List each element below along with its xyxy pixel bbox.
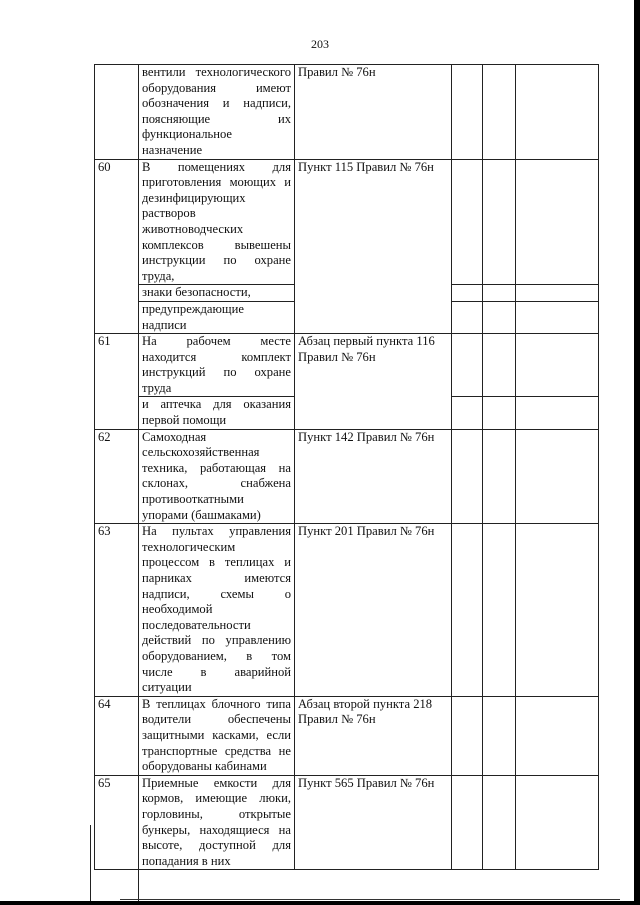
answer-no-cell[interactable] [483, 285, 516, 302]
requirement-text: В теплицах блочного типа водители обеспечены защитными касками, если транспортные средства не оборудованы кабинами [139, 696, 295, 775]
scan-border-line [90, 825, 91, 905]
scan-edge [634, 0, 640, 905]
note-cell[interactable] [516, 301, 599, 333]
note-cell[interactable] [516, 775, 599, 870]
answer-no-cell[interactable] [483, 429, 516, 524]
answer-no-cell[interactable] [483, 334, 516, 397]
legal-reference: Пункт 115 Правил № 76н [295, 159, 452, 334]
table-row [95, 65, 599, 160]
answer-yes-cell[interactable] [452, 696, 483, 775]
table-row [95, 159, 599, 285]
item-number: 65 [95, 775, 139, 870]
item-number: 64 [95, 696, 139, 775]
item-number: 63 [95, 524, 139, 697]
requirement-text: В помещениях для приготовления моющих и дезинфицирующих растворов животноводческих комплексов вывешены инструкции по охране труда, [139, 159, 295, 285]
table-row [95, 696, 599, 775]
page-number: 203 [311, 37, 329, 51]
answer-yes-cell[interactable] [452, 65, 483, 160]
answer-yes-cell[interactable] [452, 775, 483, 870]
answer-yes-cell[interactable] [452, 301, 483, 333]
answer-yes-cell[interactable] [452, 397, 483, 429]
checklist-table [94, 64, 599, 870]
legal-reference: Абзац второй пункта 218 Правил № 76н [295, 696, 452, 775]
note-cell[interactable] [516, 285, 599, 302]
note-cell[interactable] [516, 159, 599, 285]
answer-yes-cell[interactable] [452, 334, 483, 397]
requirement-text: и аптечка для оказания первой помощи [139, 397, 295, 429]
requirement-text: вентили технологического оборудования имеют обозначения и надписи, поясняющие их функциональное назначение [139, 65, 295, 160]
scan-edge [0, 901, 640, 905]
answer-no-cell[interactable] [483, 397, 516, 429]
requirement-text: Приемные емкости для кормов, имеющие люки, горловины, открытые бункеры, находящиеся на высоте, доступной для попадания в них [139, 775, 295, 870]
table-row [95, 524, 599, 697]
answer-no-cell[interactable] [483, 524, 516, 697]
answer-yes-cell[interactable] [452, 159, 483, 285]
legal-reference: Пункт 201 Правил № 76н [295, 524, 452, 697]
answer-no-cell[interactable] [483, 696, 516, 775]
item-number: 60 [95, 159, 139, 334]
answer-yes-cell[interactable] [452, 429, 483, 524]
requirement-text: знаки безопасности, [139, 285, 295, 302]
table-row [95, 429, 599, 524]
answer-no-cell[interactable] [483, 775, 516, 870]
legal-reference: Абзац первый пункта 116 Правил № 76н [295, 334, 452, 430]
requirement-text: предупреждающие надписи [139, 301, 295, 333]
answer-no-cell[interactable] [483, 159, 516, 285]
note-cell[interactable] [516, 65, 599, 160]
note-cell[interactable] [516, 524, 599, 697]
note-cell[interactable] [516, 334, 599, 397]
item-number [95, 65, 139, 160]
answer-yes-cell[interactable] [452, 285, 483, 302]
item-number: 62 [95, 429, 139, 524]
legal-reference: Пункт 142 Правил № 76н [295, 429, 452, 524]
requirement-text: На пультах управления технологическим процессом в теплицах и парниках имеются надписи, схемы о необходимой последовательности действий по управлению оборудованием, в том числе в аварийной ситуации [139, 524, 295, 697]
note-cell[interactable] [516, 397, 599, 429]
table-row [95, 775, 599, 870]
answer-no-cell[interactable] [483, 65, 516, 160]
table-row [95, 334, 599, 397]
note-cell[interactable] [516, 429, 599, 524]
requirement-text: Самоходная сельскохозяйственная техника, работающая на склонах, снабжена противооткатными упорами (башмаками) [139, 429, 295, 524]
scan-border-line [120, 899, 620, 900]
legal-reference: Правил № 76н [295, 65, 452, 160]
answer-no-cell[interactable] [483, 301, 516, 333]
answer-yes-cell[interactable] [452, 524, 483, 697]
scan-border-line [138, 825, 139, 905]
item-number: 61 [95, 334, 139, 430]
legal-reference: Пункт 565 Правил № 76н [295, 775, 452, 870]
note-cell[interactable] [516, 696, 599, 775]
requirement-text: На рабочем месте находится комплект инструкций по охране труда [139, 334, 295, 397]
